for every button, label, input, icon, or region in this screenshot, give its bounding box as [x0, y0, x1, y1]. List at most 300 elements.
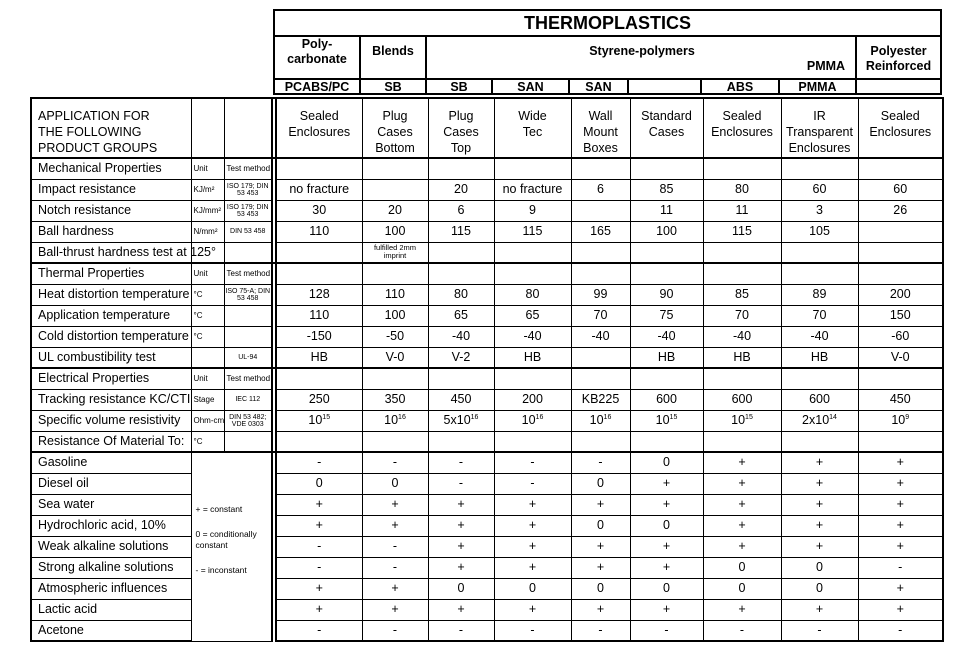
value-cell	[276, 431, 362, 452]
product-group-cell	[276, 98, 362, 158]
value-cell	[428, 410, 494, 431]
resistance-value: +	[362, 578, 428, 599]
legend-minus: - = inconstant	[195, 564, 247, 575]
value-cell	[428, 326, 494, 347]
resistance-value: -	[494, 473, 571, 494]
property-label: Cold distortion temperature	[31, 326, 191, 347]
resistance-value: +	[858, 515, 943, 536]
value-cell	[494, 305, 571, 326]
section-row	[31, 368, 943, 389]
resistance-value: 0	[703, 557, 781, 578]
test-method-cell: UL-94	[224, 347, 272, 368]
sub-san: SAN	[493, 78, 570, 95]
value-cell	[494, 284, 571, 305]
sub-san: SAN	[570, 78, 629, 95]
resistance-value: +	[858, 578, 943, 599]
value-cell	[858, 410, 943, 431]
unit-cell	[191, 98, 224, 158]
resistance-value: -	[571, 452, 630, 473]
value-text: 99	[593, 287, 608, 301]
value-text: -40	[810, 329, 829, 343]
product-group-line: Mount	[583, 125, 618, 139]
value-cell	[276, 221, 362, 242]
resistance-value: +	[858, 494, 943, 515]
application-label	[31, 98, 191, 158]
value-text: 60	[812, 182, 827, 196]
value-cell	[781, 347, 858, 368]
value-cell	[362, 200, 428, 221]
value-cell	[630, 368, 703, 389]
resistance-value: +	[428, 515, 494, 536]
value-cell	[703, 200, 781, 221]
exponent: 9	[905, 413, 910, 421]
test-method-cell: IEC 112	[224, 389, 272, 410]
resistance-value: 0	[630, 515, 703, 536]
value-cell	[276, 263, 362, 284]
legend-cell	[191, 452, 272, 641]
product-group-line: Plug	[448, 109, 474, 123]
value-text: 200	[522, 392, 543, 406]
resistance-label: Gasoline	[31, 452, 191, 473]
value-cell	[703, 368, 781, 389]
value-cell	[571, 368, 630, 389]
value-cell	[858, 389, 943, 410]
section-row	[31, 158, 943, 179]
value-cell	[494, 410, 571, 431]
value-text: -40	[732, 329, 752, 343]
value-cell	[362, 263, 428, 284]
group-label-line: Blends	[372, 44, 414, 58]
resistance-value: +	[494, 494, 571, 515]
value-cell	[494, 263, 571, 284]
value-cell	[703, 284, 781, 305]
value-text: fulfilled 2mm imprint	[373, 243, 417, 261]
resistance-value: +	[362, 515, 428, 536]
value-cell	[781, 221, 858, 242]
value-cell	[494, 368, 571, 389]
section-row	[31, 263, 943, 284]
product-group-line: Top	[450, 141, 472, 155]
unit-cell: Ohm-cm	[191, 410, 224, 431]
property-label: Resistance Of Material To:	[31, 431, 191, 452]
sub-pmma: PMMA	[780, 78, 857, 95]
value-cell	[858, 221, 943, 242]
method-cell	[224, 98, 272, 158]
value-text: 30	[312, 203, 327, 217]
sub-sb: SB	[427, 78, 493, 95]
resistance-label: Hydrochloric acid, 10%	[31, 515, 191, 536]
value-cell	[858, 347, 943, 368]
value-cell	[276, 158, 362, 179]
product-group-cell	[494, 98, 571, 158]
test-method-cell: Test method	[224, 263, 272, 284]
value-text: 350	[384, 392, 406, 406]
exponent: 16	[603, 413, 612, 421]
value-cell	[494, 158, 571, 179]
value-cell	[781, 263, 858, 284]
value-cell	[362, 389, 428, 410]
group-polyester	[855, 37, 940, 83]
resistance-value: -	[630, 620, 703, 641]
resistance-value: +	[781, 473, 858, 494]
exponent: 15	[322, 413, 331, 421]
resistance-value: +	[630, 599, 703, 620]
value-cell	[571, 179, 630, 200]
value-text: 70	[735, 308, 749, 322]
unit-cell: °C	[191, 326, 224, 347]
product-group-line: Sealed	[722, 109, 762, 123]
value-cell	[781, 242, 858, 263]
value-cell	[630, 263, 703, 284]
resistance-value: 0	[571, 578, 630, 599]
thermoplastics-header	[273, 9, 942, 95]
value-cell	[703, 305, 781, 326]
resistance-value: -	[276, 620, 362, 641]
resistance-value: 0	[781, 557, 858, 578]
value-cell	[571, 200, 630, 221]
value-cell	[494, 221, 571, 242]
resistance-value: +	[362, 494, 428, 515]
value-text: 80	[525, 287, 540, 301]
resistance-value: +	[781, 452, 858, 473]
unit-cell: Unit	[191, 368, 224, 389]
resistance-row	[31, 557, 943, 578]
resistance-value: +	[858, 473, 943, 494]
product-group-line: Sealed	[880, 109, 920, 123]
section-title: Electrical Properties	[31, 368, 191, 389]
value-cell	[630, 200, 703, 221]
value-text: 70	[593, 308, 608, 322]
product-group-line: Bottom	[375, 141, 415, 155]
resistance-label: Acetone	[31, 620, 191, 641]
value-text: 100	[656, 224, 677, 238]
property-row	[31, 410, 943, 431]
value-cell	[494, 431, 571, 452]
unit-cell: Unit	[191, 263, 224, 284]
product-group-line: Enclosures	[288, 125, 351, 139]
product-group-line: Wall	[588, 109, 613, 123]
resistance-value: -	[781, 620, 858, 641]
value-cell	[703, 179, 781, 200]
resistance-value: +	[276, 578, 362, 599]
resistance-value: +	[703, 515, 781, 536]
test-method-cell: ISO 179; DIN 53 453	[224, 200, 272, 221]
resistance-label: Weak alkaline solutions	[31, 536, 191, 557]
value-cell	[571, 389, 630, 410]
product-group-line: Enclosures	[788, 141, 851, 155]
exponent: 16	[470, 413, 479, 421]
value-text: 600	[809, 392, 830, 406]
value-cell	[703, 389, 781, 410]
resistance-label: Strong alkaline solutions	[31, 557, 191, 578]
resistance-value: +	[571, 599, 630, 620]
page-title: THERMOPLASTICS	[275, 11, 940, 37]
value-text: 85	[659, 182, 674, 196]
resistance-value: +	[630, 557, 703, 578]
value-cell	[858, 326, 943, 347]
value-cell	[428, 242, 494, 263]
unit-cell: °C	[191, 305, 224, 326]
value-text: 11	[660, 203, 673, 217]
resistance-value: +	[630, 536, 703, 557]
product-group-line: Wide	[518, 109, 547, 123]
property-label: Application temperature	[31, 305, 191, 326]
unit-cell: KJ/m²	[191, 179, 224, 200]
value-text: 20	[454, 182, 468, 196]
property-label: Ball-thrust hardness test at 125°	[31, 242, 191, 263]
value-text: -40	[657, 329, 676, 343]
property-label: Ball hardness	[31, 221, 191, 242]
product-group-cell	[781, 98, 858, 158]
resistance-value: 0	[703, 578, 781, 599]
resistance-value: +	[494, 557, 571, 578]
sub-abs: ABS	[702, 78, 780, 95]
value-cell	[630, 242, 703, 263]
value-cell	[858, 158, 943, 179]
resistance-value: +	[703, 494, 781, 515]
value-cell	[276, 242, 362, 263]
value-text: no fracture	[502, 182, 563, 196]
value-cell	[276, 200, 362, 221]
value-cell	[630, 305, 703, 326]
value-text: 165	[590, 224, 611, 238]
value-cell	[703, 221, 781, 242]
resistance-value: +	[494, 599, 571, 620]
product-group-line: Cases	[377, 125, 413, 139]
resistance-value: +	[428, 557, 494, 578]
value-cell	[703, 410, 781, 431]
resistance-value: +	[703, 599, 781, 620]
value-cell	[428, 221, 494, 242]
value-text: HB	[810, 349, 829, 364]
product-group-line: Sealed	[299, 109, 339, 123]
resistance-value: 0	[428, 578, 494, 599]
value-cell	[428, 431, 494, 452]
value-cell	[630, 284, 703, 305]
value-text: V-0	[890, 349, 910, 364]
value-cell	[494, 242, 571, 263]
value-cell	[571, 410, 630, 431]
property-row	[31, 326, 943, 347]
resistance-value: -	[571, 620, 630, 641]
value-cell	[781, 179, 858, 200]
resistance-value: -	[858, 620, 943, 641]
unit-cell: N/mm²	[191, 221, 224, 242]
product-group-line: Cases	[648, 125, 685, 139]
value-cell	[428, 179, 494, 200]
sub-empty	[857, 78, 940, 95]
value-cell	[276, 389, 362, 410]
value-text: 600	[656, 392, 677, 406]
value-cell	[630, 389, 703, 410]
unit-cell: °C	[191, 431, 224, 452]
value-cell	[362, 158, 428, 179]
value-cell	[630, 347, 703, 368]
resistance-row	[31, 515, 943, 536]
product-group-line: Boxes	[583, 141, 618, 155]
value-text: 85	[735, 287, 749, 301]
resistance-value: +	[781, 599, 858, 620]
group-label-line: carbonate	[287, 52, 347, 66]
value-text: V-0	[385, 349, 405, 364]
value-cell	[428, 389, 494, 410]
test-method-cell: ISO 75-A; DIN 53 458	[224, 284, 272, 305]
value-text: 90	[659, 287, 674, 301]
value-cell	[630, 158, 703, 179]
properties-table	[30, 97, 944, 642]
value-cell	[630, 410, 703, 431]
group-polycarbonate	[275, 37, 361, 83]
value-cell	[362, 410, 428, 431]
test-method-cell	[224, 431, 272, 452]
unit-cell: KJ/mm²	[191, 200, 224, 221]
value-text: 20	[388, 203, 402, 217]
value-cell	[781, 368, 858, 389]
test-method-cell	[224, 305, 272, 326]
value-cell	[858, 263, 943, 284]
product-group-cell	[362, 98, 428, 158]
value-text: 150	[889, 308, 911, 322]
resistance-value: -	[362, 452, 428, 473]
product-group-cell	[571, 98, 630, 158]
unit-cell: Unit	[191, 158, 224, 179]
value-cell	[428, 263, 494, 284]
value-cell	[571, 263, 630, 284]
product-group-line: Standard	[641, 109, 692, 123]
test-method-cell: Test method	[224, 368, 272, 389]
value-text: HB	[523, 349, 542, 364]
value-text: HB	[657, 349, 676, 364]
resistance-value: +	[781, 536, 858, 557]
property-label: Impact resistance	[31, 179, 191, 200]
group-label-line: Styrene-polymers	[589, 44, 695, 58]
value-cell	[276, 284, 362, 305]
value-cell	[571, 221, 630, 242]
resistance-value: +	[703, 452, 781, 473]
value-cell	[571, 305, 630, 326]
resistance-value: +	[858, 536, 943, 557]
sub-sb: SB	[361, 78, 427, 95]
property-label: Specific volume resistivity	[31, 410, 191, 431]
value-cell	[571, 326, 630, 347]
value-text: -40	[451, 329, 471, 343]
value-text: HB	[733, 349, 751, 364]
value-cell	[571, 242, 630, 263]
value-text: 100	[384, 308, 406, 322]
value-cell	[781, 389, 858, 410]
sub-pcabs: PCABS/PC	[275, 78, 361, 95]
value-text: 250	[308, 392, 330, 406]
product-group-line: Cases	[443, 125, 479, 139]
value-cell	[494, 347, 571, 368]
resistance-value: +	[428, 599, 494, 620]
value-text: 65	[525, 308, 540, 322]
value-text: HB	[310, 349, 328, 364]
property-label: Tracking resistance KC/CTI	[31, 389, 191, 410]
value-text: 10	[384, 413, 399, 427]
value-text: V-2	[451, 349, 471, 364]
property-row	[31, 221, 943, 242]
value-text: 128	[308, 287, 330, 301]
value-cell	[630, 431, 703, 452]
value-cell	[362, 242, 428, 263]
value-cell	[781, 158, 858, 179]
exponent: 16	[535, 413, 544, 421]
resistance-value: +	[276, 515, 362, 536]
value-text: 200	[889, 287, 911, 301]
sub-empty	[629, 78, 702, 95]
product-group-line: Tec	[522, 125, 543, 139]
value-text: 80	[454, 287, 468, 301]
resistance-value: 0	[276, 473, 362, 494]
property-label: Notch resistance	[31, 200, 191, 221]
test-method-cell	[224, 326, 272, 347]
value-cell	[276, 179, 362, 200]
value-cell	[362, 431, 428, 452]
resistance-value: -	[428, 620, 494, 641]
value-text: 60	[893, 182, 908, 196]
test-method-cell	[224, 242, 272, 263]
value-cell	[781, 326, 858, 347]
value-cell	[781, 284, 858, 305]
resistance-row	[31, 494, 943, 515]
value-text: -150	[306, 329, 332, 343]
value-text: 3	[816, 203, 823, 217]
value-cell	[703, 242, 781, 263]
value-text: 115	[522, 224, 543, 238]
group-label-line: Poly-	[301, 37, 333, 51]
value-cell	[362, 347, 428, 368]
value-cell	[858, 284, 943, 305]
application-row	[31, 98, 943, 158]
value-text: 65	[454, 308, 468, 322]
group-label-line: Reinforced	[865, 59, 932, 73]
value-text: 70	[812, 308, 827, 322]
resistance-value: 0	[571, 473, 630, 494]
resistance-value: 0	[362, 473, 428, 494]
application-label-line: APPLICATION FOR	[38, 109, 150, 123]
value-text: 450	[450, 392, 472, 406]
product-group-cell	[858, 98, 943, 158]
value-cell	[630, 179, 703, 200]
resistance-value: +	[781, 515, 858, 536]
resistance-value: -	[703, 620, 781, 641]
exponent: 16	[398, 413, 406, 421]
value-cell	[428, 158, 494, 179]
resistance-value: +	[571, 557, 630, 578]
legend-zero: 0 = conditionally constant	[195, 528, 257, 550]
value-text: 600	[731, 392, 753, 406]
group-styrene-polymers	[427, 37, 857, 83]
value-cell	[362, 368, 428, 389]
resistance-value: -	[428, 452, 494, 473]
product-group-line: Transparent	[786, 125, 853, 139]
value-text: 10	[731, 413, 746, 427]
product-group-line: IR	[813, 109, 826, 123]
section-title: Thermal Properties	[31, 263, 191, 284]
value-text: 115	[732, 224, 752, 238]
value-cell	[571, 347, 630, 368]
resistance-value: -	[494, 452, 571, 473]
value-cell	[781, 431, 858, 452]
value-text: KB225	[581, 392, 620, 406]
resistance-row	[31, 599, 943, 620]
resistance-value: +	[630, 473, 703, 494]
test-method-cell: DIN 53 482; VDE 0303	[224, 410, 272, 431]
product-group-cell	[703, 98, 781, 158]
value-cell	[703, 263, 781, 284]
resistance-value: +	[858, 599, 943, 620]
